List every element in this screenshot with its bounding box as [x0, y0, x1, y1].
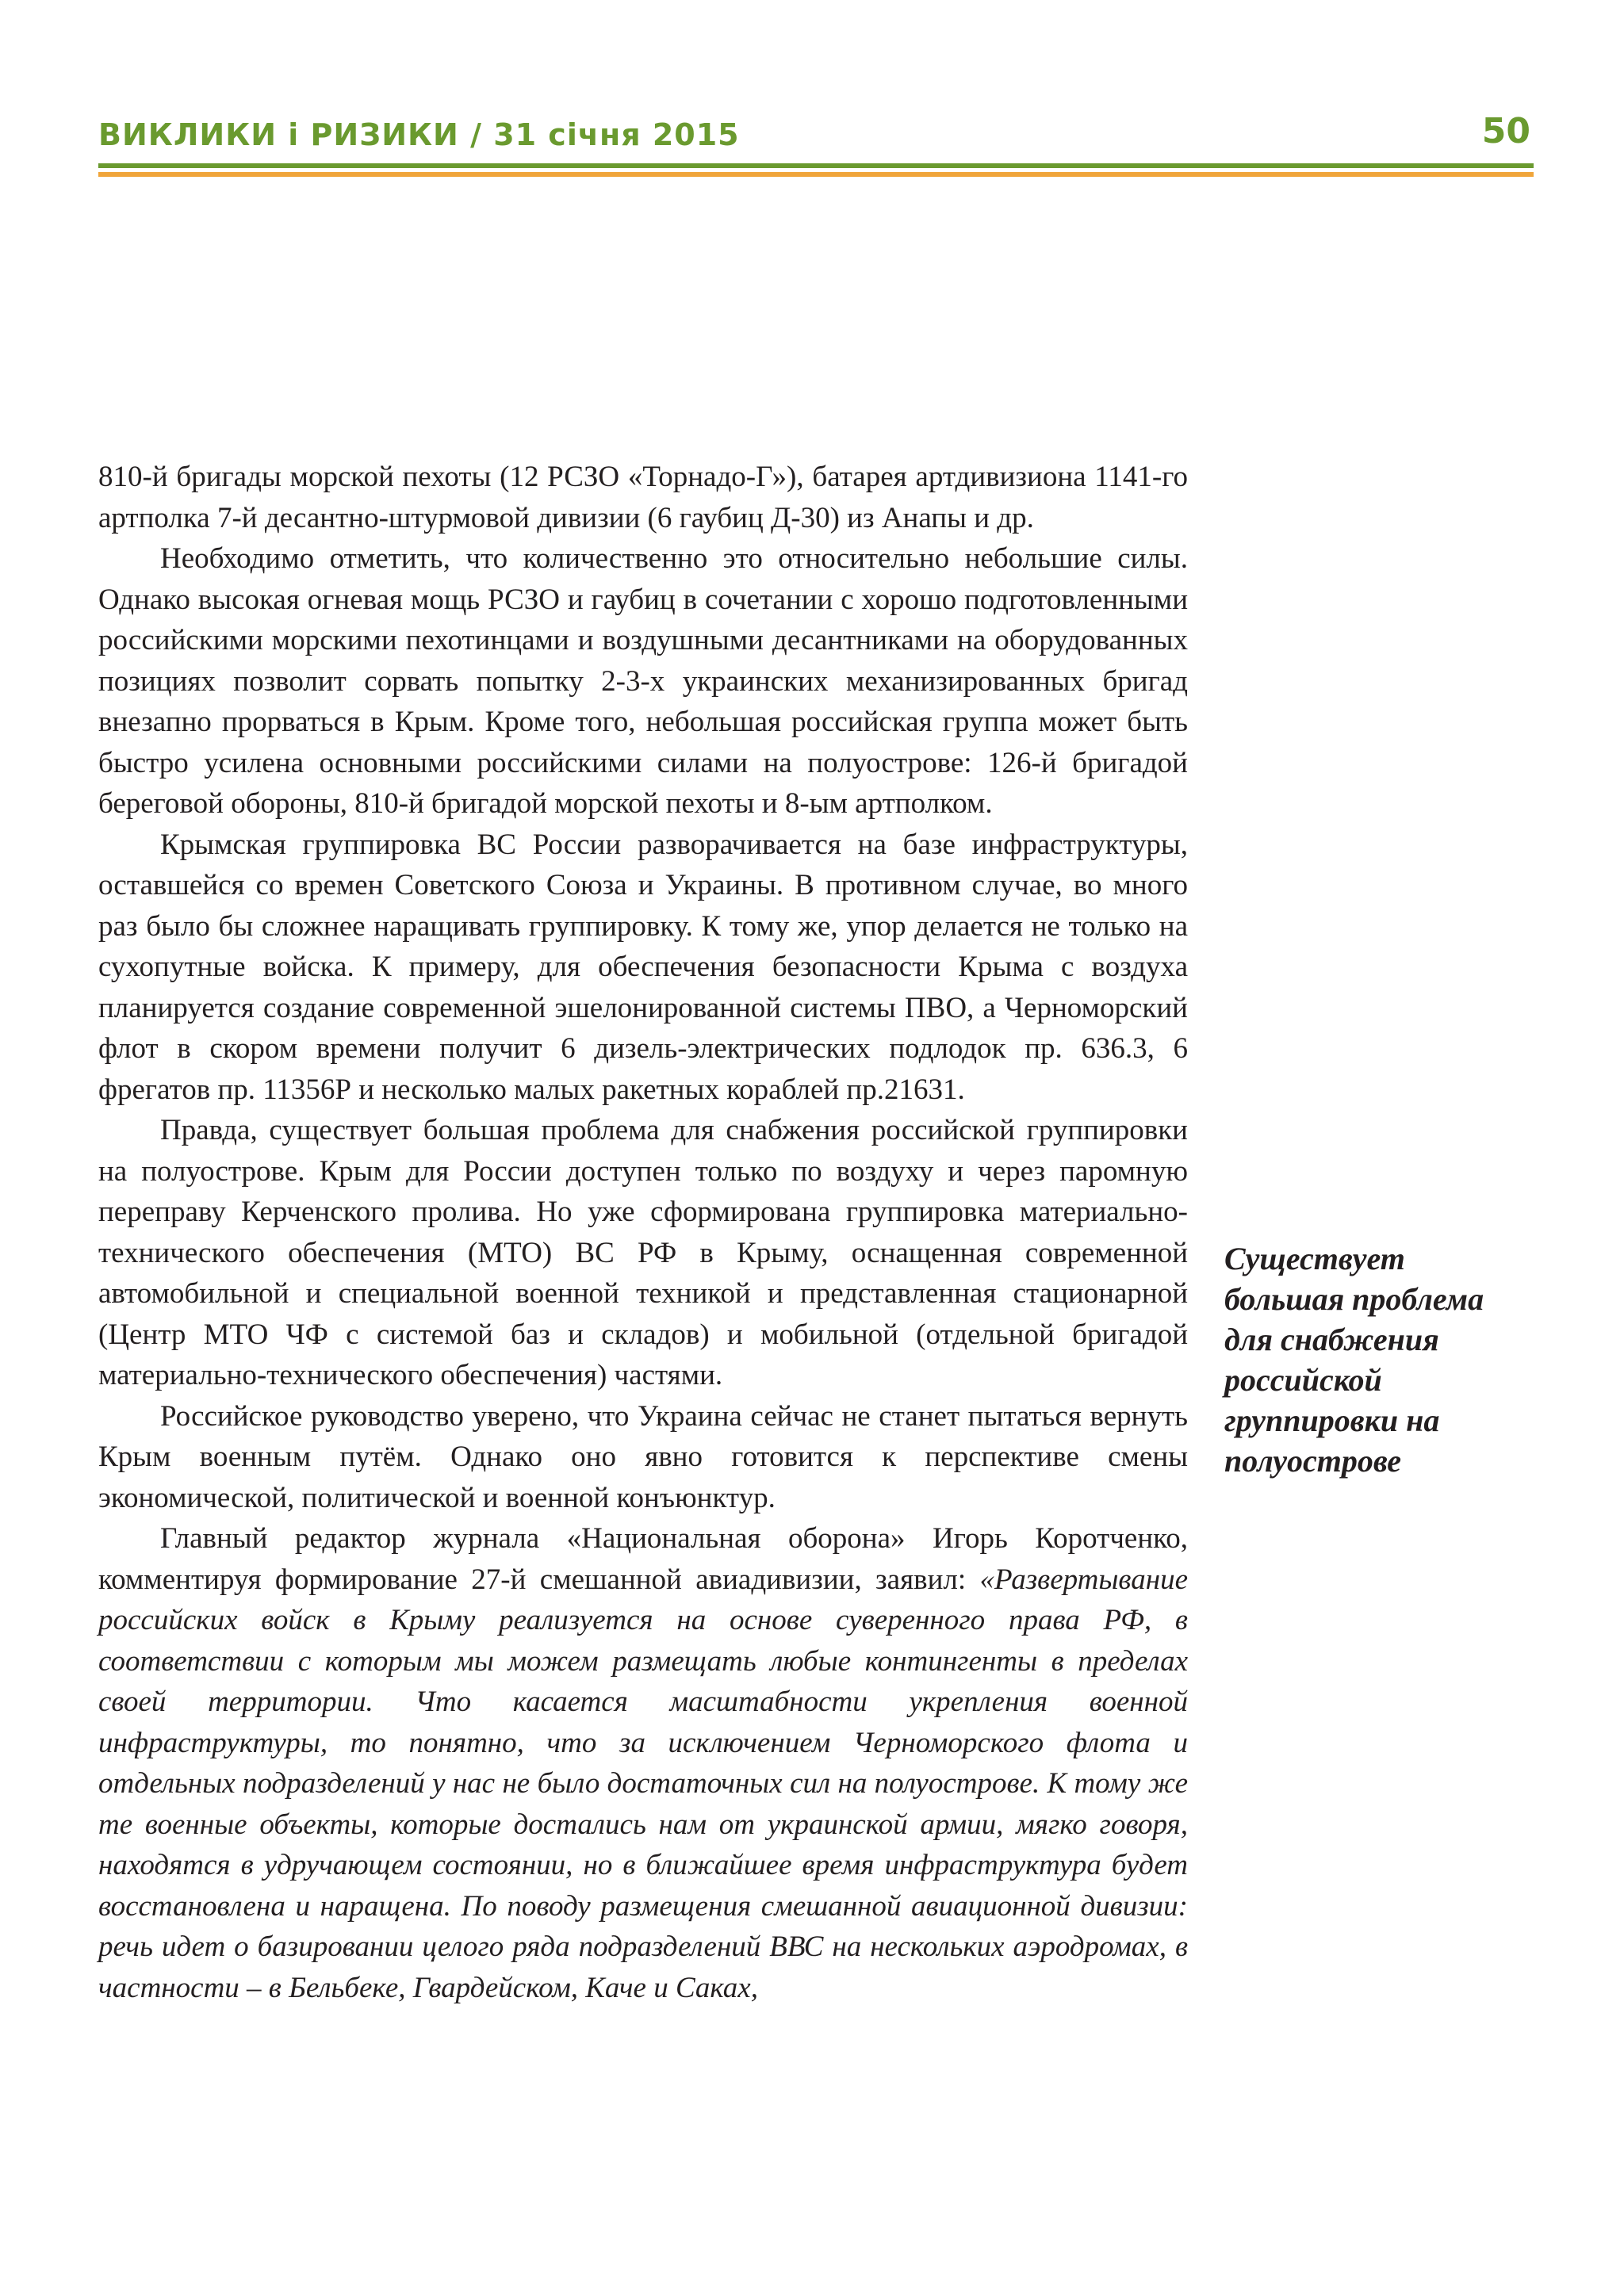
header-rule-orange [98, 172, 1534, 177]
paragraph: Необходимо отметить, что количественно это относительно небольшие силы. Однако высокая огневая мощь РСЗО и гаубиц в сочетании с хорошо подготовленными российскими морскими пехотинцами и воздушными десантниками на оборудованных позициях позволит сорвать попытку 2-3-х украинских механизированных бригад внезапно прорваться в Крым. Кроме того, небольшая российская группа может быть быстро усилена основными российскими силами на полуострове: 126-й бригадой береговой обороны, 810-й бригадой морской пехоты и 8-ым артполком. [98, 542, 1188, 820]
paragraph: Правда, существует большая проблема для снабжения российской группировки на полуострове. Крым для России доступен только по воздуху и через паромную переправу Керченского пролива. Но уже сформирована группировка материально-технического обеспечения (МТО) ВС РФ в Крыму, оснащенная современной автомобильной и специальной военной техникой и представленная стационарной (Центр МТО ЧФ с системой баз и складов) и мобильной (отдельной бригадой материально-технического обеспечения) частями. [98, 1114, 1188, 1391]
paragraph: Крымская группировка ВС России разворачивается на базе инфраструктуры, оставшейся со времен Советского Союза и Украины. В противном случае, во много раз было бы сложнее наращивать группировку. К тому же, упор делается не только на сухопутные войска. К примеру, для обеспечения безопасности Крыма с воздуха планируется создание современной эшелонированной системы ПВО, а Черноморский флот в скором времени получит 6 дизель-электрических подлодок пр. 636.3, 6 фрегатов пр. 11356Р и несколько малых ракетных кораблей пр.21631. [98, 828, 1188, 1106]
page-number: 50 [1481, 111, 1530, 151]
header-rule-green [98, 163, 1534, 168]
paragraph: Российское руководство уверено, что Украина сейчас не станет пытаться вернуть Крым военным путём. Однако оно явно готовится к перспективе смены экономической, политической и военной конъюнктур. [98, 1399, 1188, 1514]
paragraph-with-quote [98, 1518, 1188, 2008]
article-body [98, 457, 1188, 2008]
pull-quote: Существует большая проблема для снабжения российской группировки на полуострове [1224, 1241, 1484, 1479]
paragraph-continuation: 810-й бригады морской пехоты (12 РСЗО «Торнадо-Г»), батарея артдивизиона 1141-го артполка 7-й десантно-штурмовой дивизии (6 гаубиц Д-30) из Анапы и др. [98, 461, 1188, 534]
publication-title: ВИКЛИКИ і РИЗИКИ / 31 січня 2015 [98, 117, 740, 152]
quote-text: «Развертывание российских войск в Крыму реализуется на основе суверенного права РФ, в соответствии с которым мы можем размещать любые контингенты в пределах своей территории. Что касается масштабности укрепления военной инфраструктуры, то понятно, что за исключением Черноморского флота и отдельных подразделений у нас не было достаточных сил на полуострове. К тому же те военные объекты, которые достались нам от украинской армии, мягко говоря, находятся в удручающем состоянии, но в ближайшее время инфраструктура будет восстановлена и наращена. По поводу размещения смешанной авиационной дивизии: речь идет о базировании целого ряда подразделений ВВС на нескольких аэродромах, в частности – в Бельбеке, Гвардейском, Каче и Саках, [98, 1563, 1188, 2004]
quote-intro: Главный редактор журнала «Национальная оборона» Игорь Коротченко, комментируя формирование 27-й смешанной авиадивизии, заявил: [98, 1522, 1188, 1596]
